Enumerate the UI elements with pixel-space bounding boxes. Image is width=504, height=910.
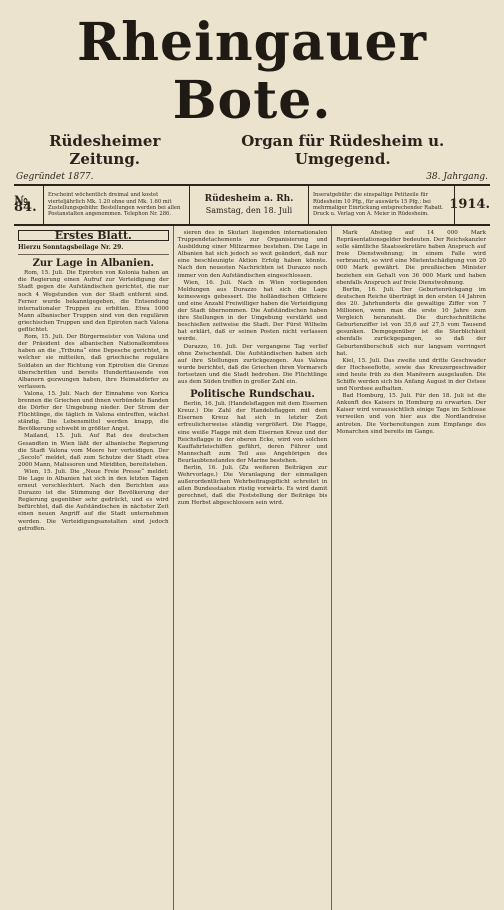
paragraph: Bad Homburg, 15. Juli. Für den 18. Juli ist die Ankunft des Kaisers in Homburg zu erwarten. Der Kaiser wird voraussichtlich einige Tage im Schlosse verweilen und von hier aus die Nordlandreise antreten. Die Vorbereitungen zum Empfange des Monarchen sind bereits im Gange. xyxy=(336,393,486,435)
paragraph: Berlin, 16. Juli. (Zu weiteren Beiträgen zur Wehrvorlage.) Die Veranlagung der einmaligen außerordentlichen Wehrbeitragspflicht schreitet in allen Bundesstaaten rüstig vorwärts. Es wird damit gerechnet, daß die Feststellung der Beiträge bis zum Herbst abgeschlossen sein wird. xyxy=(177,465,328,507)
place-date xyxy=(189,186,309,224)
supplement-note: Hierzu Sonntagsbeilage Nr. 29. xyxy=(18,244,124,252)
issue-number: № 84. xyxy=(14,186,44,224)
article-columns xyxy=(14,226,490,910)
sheet-heading: Erstes Blatt. xyxy=(18,230,169,241)
paragraph: Rom, 15. Juli. Die Epiroten von Kolonia haben an die Regierung einen Aufruf zur Verteidigung der Stadt gegen die Aufständischen gerichtet, die nur noch 4 Wegstunden von der Stadt entfernt sind. Ferner wurde bekanntgegeben, die Entsendung internationaler Truppen zu erbitten. Etwa 1000 Mann albanischer Truppen sind von den regulären griechischen Truppen und den Epiroten nach Valona geflüchtet. xyxy=(18,270,169,334)
advertising-info: Inseratgebühr: die einspaltige Petitzeile für Rüdesheim 10 Pfg., für auswärts 15 Pfg.; bei mehrmaliger Einrückung entsprechender Rabatt. Druck u. Verlag von A. Meier in Rüdesheim. xyxy=(313,192,444,218)
paragraph: sieren des in Skutari liegenden internationalen Truppendetachements zur Organisierung und Ausbildung einer Milizarmee bestehen. Die Lage in Albanien hat sich jedoch so weit geändert, daß nur eine beschleunigte Aktion Erfolg haben könnte. Nach den neuesten Nachrichten ist Durazzo noch immer von den Aufständischen eingeschlossen. xyxy=(177,230,328,279)
section-heading: Politische Rundschau. xyxy=(190,389,315,401)
issue-year: 1914. xyxy=(454,186,490,224)
divider xyxy=(18,254,169,255)
volume-label: 38. Jahrgang. xyxy=(426,172,488,182)
subtitle-left: Rüdesheimer Zeitung. xyxy=(49,132,161,168)
paragraph: Kiel, 15. Juli. Das zweite und dritte Geschwader der Hochseeflotte, sowie das Kreuzergeschwader sind heute früh zu den Manövern ausgelaufen. Die Schiffe werden sich bis Anfang August in der Ostsee und Nordsee aufhalten. xyxy=(336,357,486,393)
founded-label: Gegründet 1877. xyxy=(16,172,94,182)
column-2 xyxy=(173,226,332,910)
paragraph: Wien, 15. Juli. Die „Neue Freie Presse“ meldet: Die Lage in Albanien hat sich in den letzten Tagen erneut verschlechtert. Nach den Berichten aus Durazzo ist die Stimmung der Bevölkerung der Regierung gegenüber sehr gedrückt, und es wird befürchtet, daß die Aufständischen in nächster Zeit einen neuen Angriff auf die Stadt unternehmen werden. Die Verteidigungsanstalten sind jedoch getroffen. xyxy=(18,468,169,532)
newspaper-title: Rheingauer Bote. xyxy=(76,12,427,131)
column-3 xyxy=(331,226,490,910)
paragraph: Mailand, 15. Juli. Auf Rat des deutschen Gesandten in Wien läßt der albanische Regierung die Stadt Valona vom Meere her verteidigen. Der „Secolo“ meldet, daß zum Schutze der Stadt etwa 2000 Mann, Malissoren und Miriditen, bereitstehen. xyxy=(18,433,169,468)
place: Rüdesheim a. Rh. xyxy=(204,194,294,204)
paragraph: Valona, 15. Juli. Nach der Einnahme von Korica brennen die Griechen und ihnen verbündete Banden die Dörfer der Umgebung nieder. Der Strom der Flüchtlinge, die täglich in Valona eintreffen, wächst ständig. Die Lebensmittel werden knapp, die Bevölkerung schwebt in größter Angst. xyxy=(18,390,169,433)
subscription-info: Erscheint wöchentlich dreimal und kostet vierteljährlich Mk. 1.20 ohne und Mk. 1.60 mit Zustellungsgebühr. Bestellungen werden bei allen Postanstalten angenommen. Telephon Nr. 286. xyxy=(48,192,181,218)
subtitle-row xyxy=(14,132,490,168)
paragraph: Durazzo, 16. Juli. Der vergangene Tag verlief ohne Zwischenfall. Die Aufständischen haben sich auf ihre Stellungen zurückgezogen. Aus Valona wurde berichtet, daß die Griechen ihren Vormarsch fortsetzen und die Stadt bedrohen. Die Flüchtlinge aus dem Süden treffen in großer Zahl ein. xyxy=(177,343,328,385)
paragraph: Rom, 15. Juli. Der Bürgermeister von Valona und der Präsident des albanischen Nationalkomitees haben an die „Tribuna“ eine Depesche gerichtet, in welcher sie mitteilen, daß griechische reguläre Soldaten an der Richtung von Epirotien die Grenze überschritten und bereits Hunderttausende von Albanern gezwungen haben, ihre Heimatdörfer zu verlassen. xyxy=(18,334,169,390)
column-1 xyxy=(14,226,173,910)
paragraph: Berlin, 16. Juli. (Handelsflaggen mit dem Eisernen Kreuz.) Die Zahl der Handelsflaggen mit dem Eisernen Kreuz hat sich in letzter Zeit erfreulicherweise ständig vergrößert. Die Flagge, eine weiße Flagge mit dem Eisernen Kreuz und der Reichsflagge in der oberen Ecke, wird von solchen Kauffahrteischiffen geführt, deren Führer und Mannschaft zum Teil aus Angehörigen des Beurlaubtenstandes der Marine bestehen. xyxy=(177,401,328,464)
founded-row xyxy=(14,170,490,186)
subtitle-right: Organ für Rüdesheim u. Umgegend. xyxy=(241,132,445,168)
issue-date: Samstag, den 18. Juli xyxy=(205,206,293,215)
issue-info-row xyxy=(14,186,490,226)
paragraph: Mark Abstieg auf 14 000 Mark Repräsentationsgelder bedeuten. Der Reichskanzler solle sämtliche Staatssekretäre haben Anspruch auf freie Dienstwohnung; in einem Falle wird verbraucht, so wird eine Mietentschädigung von 20 000 Mark gewährt. Die preußischen Minister beziehen ein Gehalt von 36 000 Mark und haben ebenfalls Anspruch auf freie Dienstwohnung. xyxy=(336,230,486,286)
paragraph: Berlin, 16. Juli. Der Geburtenrückgang im deutschen Reiche überträgt in den ersten 14 Jahren des 20. Jahrhunderts die gewaltige Ziffer von 7 Millionen, wenn man die erste 10 Jahre zum Vergleich heranzieht. Die durchschnittliche Geburtenziffer ist von 35,6 auf 27,5 vom Tausend gesunken. Demgegenüber ist die Sterblichkeit ebenfalls zurückgegangen, so daß der Geburtenüberschuß sich nur langsam verringert hat. xyxy=(336,286,486,357)
masthead xyxy=(14,14,490,186)
article-headline: Zur Lage in Albanien. xyxy=(32,258,155,270)
paragraph: Wien, 16. Juli. Nach in Wien vorliegenden Meldungen aus Durazzo hat sich die Lage keineswegs gebessert. Die holländischen Offiziere und eine Anzahl Freiwilliger haben die Verteidigung der Stadt übernommen. Die Aufständischen haben ihre Stellungen in der Umgebung verstärkt und beschießen zeitweise die Stadt. Der Fürst Wilhelm hat erklärt, daß er seinen Posten nicht verlassen werde. xyxy=(177,279,328,343)
